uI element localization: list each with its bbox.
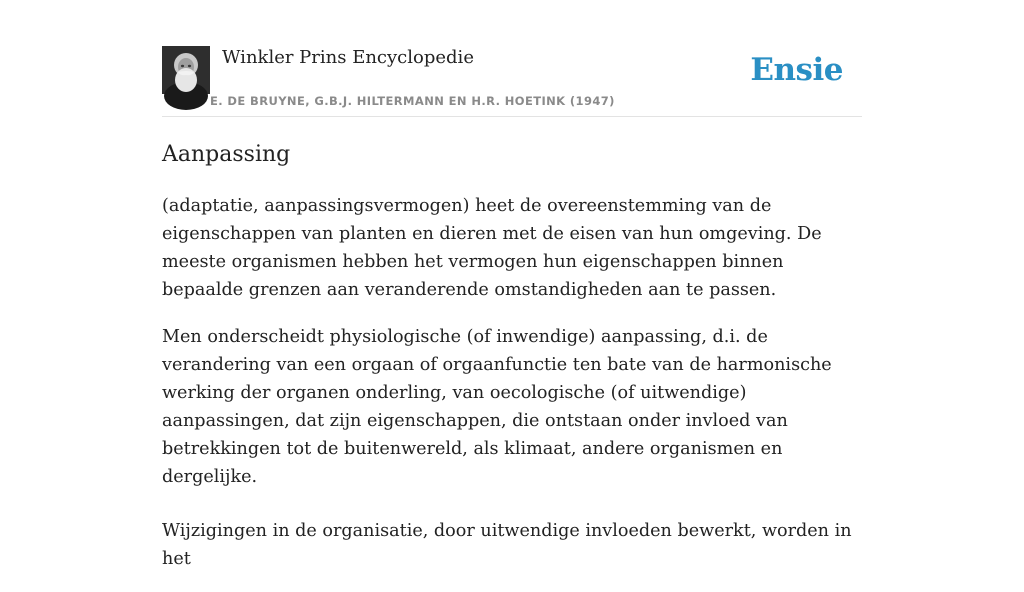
- article-paragraph: (adaptatie, aanpassingsvermogen) heet de overeenstemming van de eigenschappen van planten en dieren met de eisen van hun omgeving. De meeste organismen hebben het vermogen hun eigenschappen binnen bepaalde grenzen aan veranderende omstandigheden aan te passen.: [162, 196, 822, 300]
- page-container: [162, 0, 862, 569]
- book-title[interactable]: Winkler Prins Encyclopedie: [222, 47, 474, 68]
- article-paragraph: Wijzigingen in de organisatie, door uitwendige invloeden bewerkt, worden in het: [162, 521, 852, 569]
- bearded-man-portrait-icon: [162, 46, 210, 94]
- book-authors: E. DE BRUYNE, G.B.J. HILTERMANN EN H.R. HOETINK (1947): [210, 94, 615, 108]
- header: [162, 0, 862, 117]
- site-logo[interactable]: Ensie: [750, 52, 843, 88]
- article-body: [162, 192, 862, 592]
- article-paragraph: Men onderscheidt physiologische (of inwendige) aanpassing, d.i. de verandering van een orgaan of orgaanfunctie ten bate van de harmonische werking der organen onderling, van oecologische (of uitwendige) aanpassingen, dat zijn eigenschappen, die ontstaan onder invloed van betrekkingen tot de buitenwereld, als klimaat, andere organismen en dergelijke.: [162, 327, 832, 487]
- article-title: Aanpassing: [162, 142, 291, 167]
- author-avatar[interactable]: [162, 46, 210, 94]
